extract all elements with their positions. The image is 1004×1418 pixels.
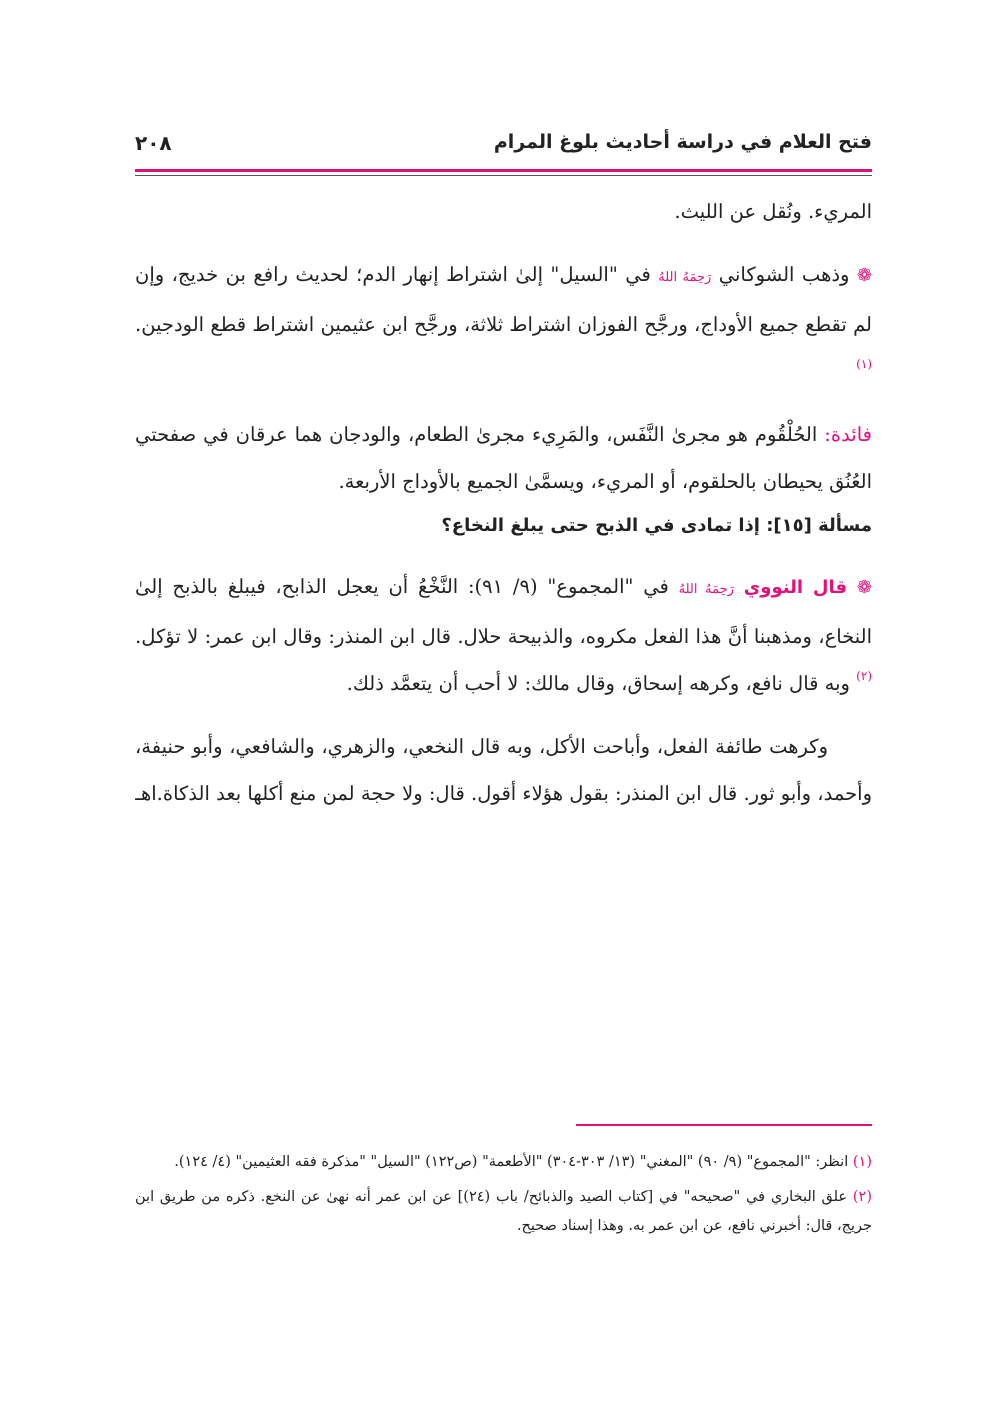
footnote-2 bbox=[135, 1183, 872, 1241]
footnote-ref-2[interactable]: (٢) bbox=[856, 669, 872, 683]
paragraph-4 bbox=[135, 563, 872, 707]
flower-icon: ❁ bbox=[856, 265, 872, 286]
flower-icon: ❁ bbox=[856, 577, 873, 598]
running-header bbox=[135, 127, 872, 167]
footnote-number: (١) bbox=[852, 1154, 872, 1170]
footnotes bbox=[135, 1148, 872, 1247]
footnote-text: علق البخاري في "صحيحه" في [كتاب الصيد والذبائح/ باب (٢٤)] عن ابن عمر أنه نهىٰ عن النخع. ذكره من طريق ابن جريج، قال: أخبرني نافع، عن ابن عمر به. وهذا إسناد صحيح. bbox=[135, 1189, 872, 1234]
main-text bbox=[135, 188, 872, 817]
paragraph-2-text-a: وذهب الشوكاني bbox=[711, 263, 857, 286]
header-rule-thin bbox=[135, 175, 872, 176]
paragraph-2 bbox=[135, 251, 872, 395]
paragraph-4-text-b: وبه قال نافع، وكرهه إسحاق، وقال مالك: لا أحب أن يتعمَّد ذلك. bbox=[346, 672, 857, 695]
honorific: رَحِمَهُ اللهُ bbox=[658, 270, 712, 285]
paragraph-5: وكرهت طائفة الفعل، وأباحت الأكل، وبه قال النخعي، والزهري، والشافعي، وأبو حنيفة، وأحمد، وأبو ثور. قال ابن المنذر: بقول هؤلاء أقول. قال: ولا حجة لمن منع أكلها بعد الذكاة.اهـ bbox=[135, 735, 872, 805]
footnote-ref-1[interactable]: (١) bbox=[856, 357, 872, 371]
paragraph-gap bbox=[135, 547, 872, 563]
book-title: فتح العلام في دراسة أحاديث بلوغ المرام bbox=[493, 131, 872, 153]
footnote-1 bbox=[135, 1148, 872, 1177]
paragraph-1: المريء. ونُقل عن الليث. bbox=[674, 200, 872, 223]
paragraph-3 bbox=[135, 411, 872, 505]
paragraph-3-text: الحُلْقُوم هو مجرىٰ النَّفَس، والمَرِيء مجرىٰ الطعام، والودجان هما عرقان في صفحتي العُنُق يحيطان بالحلقوم، أو المريء، ويسمَّىٰ الجميع بالأوداج الأربعة. bbox=[135, 423, 872, 493]
paragraph-gap bbox=[135, 395, 872, 411]
paragraph-4-text-a: في "المجموع" (٩/ ٩١): النَّخْعُ أن يعجل الذابح، فيبلغ بالذبح إلىٰ النخاع، ومذهبنا أنَّ هذا الفعل مكروه، والذبيحة حلال. قال ابن المنذر: وقال ابن عمر: لا تؤكل. bbox=[135, 575, 872, 648]
footnote-separator bbox=[576, 1124, 872, 1126]
footnote-number: (٢) bbox=[852, 1189, 872, 1205]
page-number: ٢٠٨ bbox=[135, 131, 172, 155]
section-heading: مسألة [١٥]: إذا تمادى في الذبح حتى يبلغ النخاع؟ bbox=[441, 515, 872, 536]
footnote-text: انظر: "المجموع" (٩/ ٩٠) "المغني" (١٣/ ٣٠٣-٣٠٤) "الأطعمة" (ص١٢٢) "السيل" "مذكرة فقه العثيمين" (٤/ ١٢٤). bbox=[174, 1154, 853, 1170]
note-label: فائدة: bbox=[824, 423, 872, 446]
paragraph-gap bbox=[135, 235, 872, 251]
honorific: رَحِمَهُ اللهُ bbox=[678, 582, 734, 597]
header-rule-accent bbox=[135, 169, 872, 172]
paragraph-2-text-b: في "السيل" إلىٰ اشتراط إنهار الدم؛ لحديث رافع بن خديج، وإن لم تقطع جميع الأوداج، ورجَّح الفوزان اشتراط ثلاثة، ورجَّح ابن عثيمين اشتراط قطع الودجين. bbox=[135, 263, 872, 336]
scholar-name: قال النووي bbox=[733, 577, 857, 598]
paragraph-gap bbox=[135, 707, 872, 723]
